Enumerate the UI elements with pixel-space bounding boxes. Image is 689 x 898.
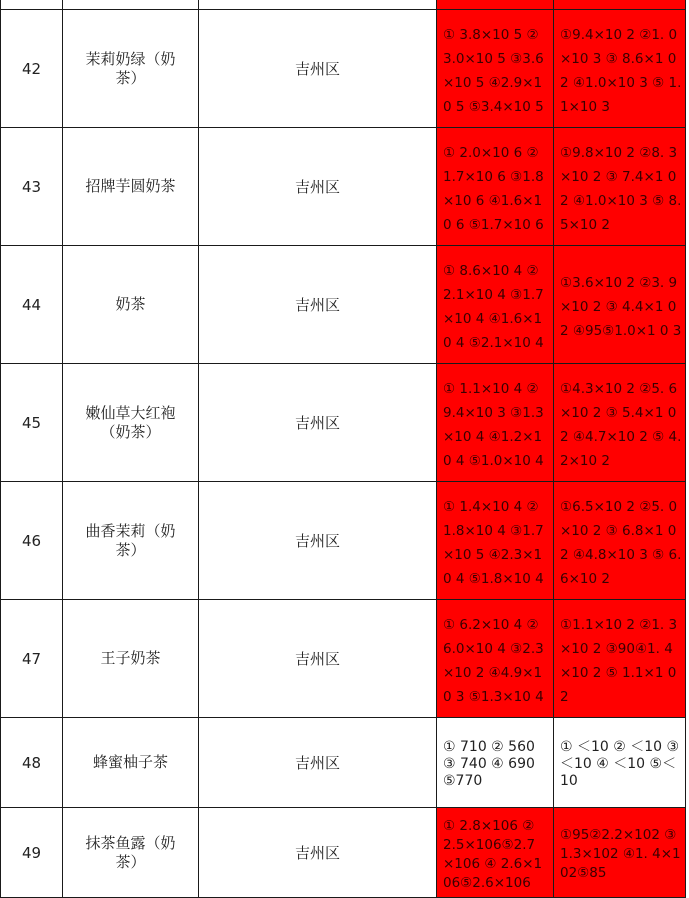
product-name-cell	[63, 0, 199, 10]
product-name-cell: 抹茶鱼露（奶茶）	[63, 808, 199, 898]
table-row	[1, 808, 686, 898]
product-name-cell: 嫩仙草大红袍（奶茶）	[63, 364, 199, 482]
row-number-cell: 45	[1, 364, 63, 482]
table-row-partial	[1, 0, 686, 10]
product-name-cell: 奶茶	[63, 246, 199, 364]
district-cell: 吉州区	[199, 364, 437, 482]
result2-cell: ①1.1×10 2 ②1. 3×10 2 ③90④1. 4×10 2 ⑤ 1.1×1 0 2	[554, 600, 686, 718]
result1-cell	[437, 0, 554, 10]
table-row	[1, 600, 686, 718]
district-cell: 吉州区	[199, 718, 437, 808]
result2-cell	[554, 0, 686, 10]
table-row	[1, 364, 686, 482]
row-number-cell: 47	[1, 600, 63, 718]
row-number-cell: 49	[1, 808, 63, 898]
table-row	[1, 128, 686, 246]
result2-cell: ①95②2.2×102 ③1.3×102 ④1. 4×102⑤85	[554, 808, 686, 898]
result1-cell: ① 710 ② 560 ③ 740 ④ 690 ⑤770	[437, 718, 554, 808]
product-name-cell: 王子奶茶	[63, 600, 199, 718]
result1-cell: ① 3.8×10 5 ② 3.0×10 5 ③3.6 ×10 5 ④2.9×1 0 5 ⑤3.4×10 5	[437, 10, 554, 128]
result1-cell: ① 2.0×10 6 ② 1.7×10 6 ③1.8 ×10 6 ④1.6×1 0 6 ⑤1.7×10 6	[437, 128, 554, 246]
result1-cell: ① 1.4×10 4 ② 1.8×10 4 ③1.7 ×10 5 ④2.3×1 0 4 ⑤1.8×10 4	[437, 482, 554, 600]
table-row	[1, 482, 686, 600]
district-cell: 吉州区	[199, 128, 437, 246]
row-number-cell: 44	[1, 246, 63, 364]
result2-cell: ①9.8×10 2 ②8. 3×10 2 ③ 7.4×1 0 2 ④1.0×10 3 ⑤ 8.5×10 2	[554, 128, 686, 246]
result1-cell: ① 8.6×10 4 ② 2.1×10 4 ③1.7 ×10 4 ④1.6×1 0 4 ⑤2.1×10 4	[437, 246, 554, 364]
result2-cell: ①3.6×10 2 ②3. 9×10 2 ③ 4.4×1 0 2 ④95⑤1.0×1 0 3	[554, 246, 686, 364]
result2-cell: ①9.4×10 2 ②1. 0×10 3 ③ 8.6×1 0 2 ④1.0×10 3 ⑤ 1.1×10 3	[554, 10, 686, 128]
product-name-cell: 茉莉奶绿（奶茶）	[63, 10, 199, 128]
product-name-cell: 招牌芋圆奶茶	[63, 128, 199, 246]
row-number-cell	[1, 0, 63, 10]
product-name-cell: 曲香茉莉（奶茶）	[63, 482, 199, 600]
district-cell: 吉州区	[199, 246, 437, 364]
district-cell: 吉州区	[199, 600, 437, 718]
result2-cell: ① ＜10 ② ＜10 ③ ＜10 ④ ＜10 ⑤＜10	[554, 718, 686, 808]
row-number-cell: 46	[1, 482, 63, 600]
row-number-cell: 43	[1, 128, 63, 246]
result2-cell: ①4.3×10 2 ②5. 6×10 2 ③ 5.4×1 0 2 ④4.7×10 2 ⑤ 4.2×10 2	[554, 364, 686, 482]
table-row	[1, 246, 686, 364]
result1-cell: ① 2.8×106 ② 2.5×106⑤2.7 ×106 ④ 2.6×1 06⑤2.6×106	[437, 808, 554, 898]
row-number-cell: 48	[1, 718, 63, 808]
result1-cell: ① 6.2×10 4 ② 6.0×10 4 ③2.3 ×10 2 ④4.9×1 0 3 ⑤1.3×10 4	[437, 600, 554, 718]
district-cell: 吉州区	[199, 10, 437, 128]
table-row	[1, 718, 686, 808]
product-name-cell: 蜂蜜柚子茶	[63, 718, 199, 808]
district-cell: 吉州区	[199, 482, 437, 600]
result2-cell: ①6.5×10 2 ②5. 0×10 2 ③ 6.8×1 0 2 ④4.8×10 3 ⑤ 6.6×10 2	[554, 482, 686, 600]
result1-cell: ① 1.1×10 4 ② 9.4×10 3 ③1.3 ×10 4 ④1.2×1 0 4 ⑤1.0×10 4	[437, 364, 554, 482]
district-cell	[199, 0, 437, 10]
district-cell: 吉州区	[199, 808, 437, 898]
table-row	[1, 10, 686, 128]
row-number-cell: 42	[1, 10, 63, 128]
